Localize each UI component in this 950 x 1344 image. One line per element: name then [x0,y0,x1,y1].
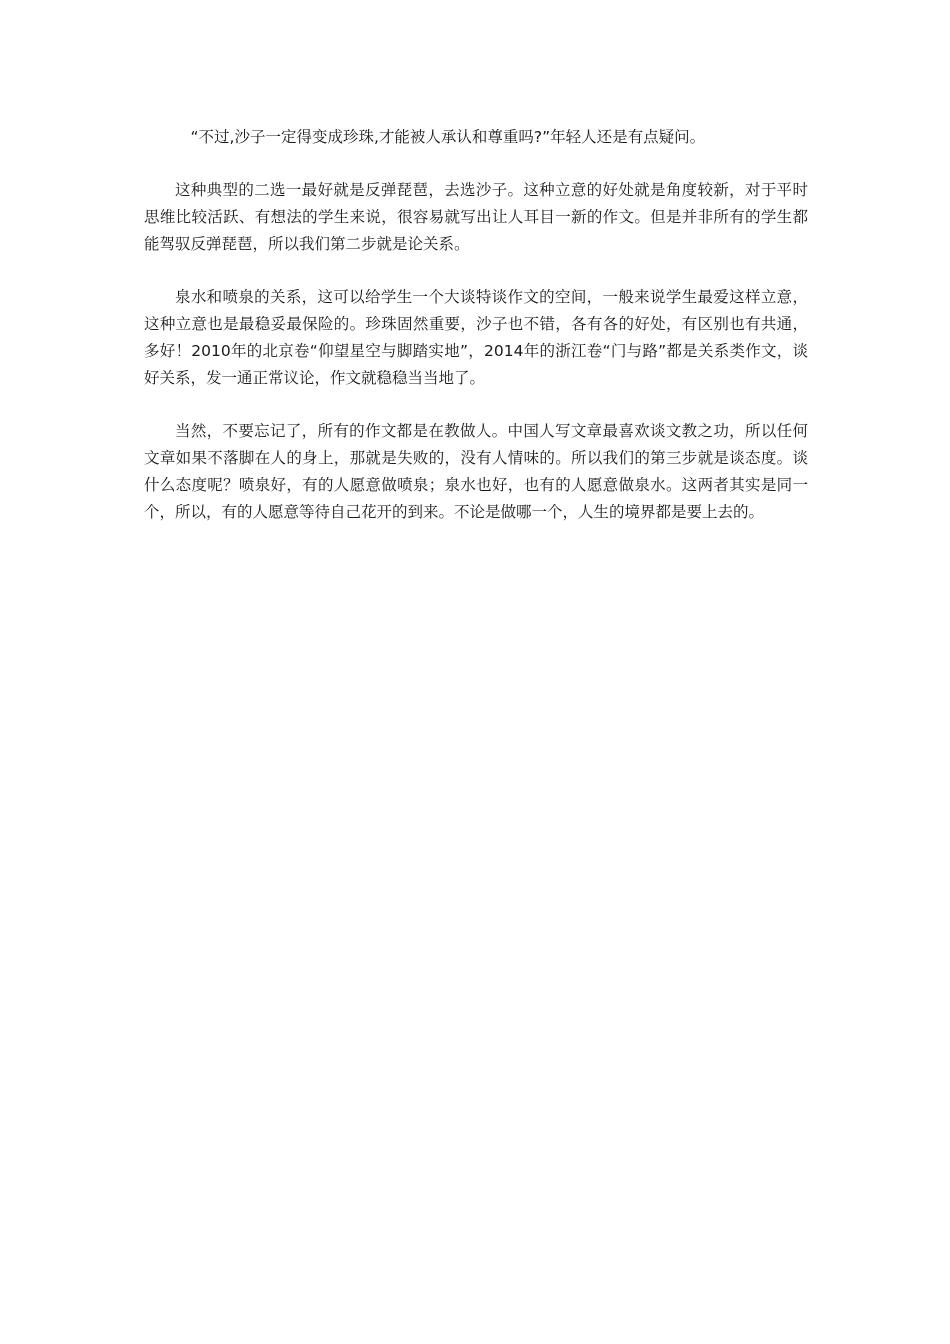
paragraph-1: “不过,沙子一定得变成珍珠,才能被人承认和尊重吗?”年轻人还是有点疑问。 [190,128,706,146]
paragraph-4: 当然，不要忘记了，所有的作文都是在教做人。中国人写文章最喜欢谈文教之功，所以任何文章如果不落脚在人的身上，那就是失败的，没有人情味的。所以我们的第三步就是谈态度。谈什么态度呢？喷泉好，有的人愿意做喷泉；泉水也好，也有的人愿意做泉水。这两者其实是同一个，所以，有的人愿意等待自己花开的到来。不论是做哪一个，人生的境界都是要上去的。 [144,422,808,521]
paragraph-3: 泉水和喷泉的关系，这可以给学生一个大谈特谈作文的空间，一般来说学生最爱这样立意，这种立意也是最稳妥最保险的。珍珠固然重要，沙子也不错，各有各的好处，有区别也有共通，多好！2010年的北京卷“仰望星空与脚踏实地”，2014年的浙江卷“门与路”都是关系类作文，谈好关系，发一通正常议论，作文就稳稳当当地了。 [144,288,808,387]
paragraph-2: 这种典型的二选一最好就是反弹琵琶，去选沙子。这种立意的好处就是角度较新，对于平时思维比较活跃、有想法的学生来说，很容易就写出让人耳目一新的作文。但是并非所有的学生都能驾驭反弹琵琶，所以我们第二步就是论关系。 [144,181,808,253]
document-body [144,124,808,552]
